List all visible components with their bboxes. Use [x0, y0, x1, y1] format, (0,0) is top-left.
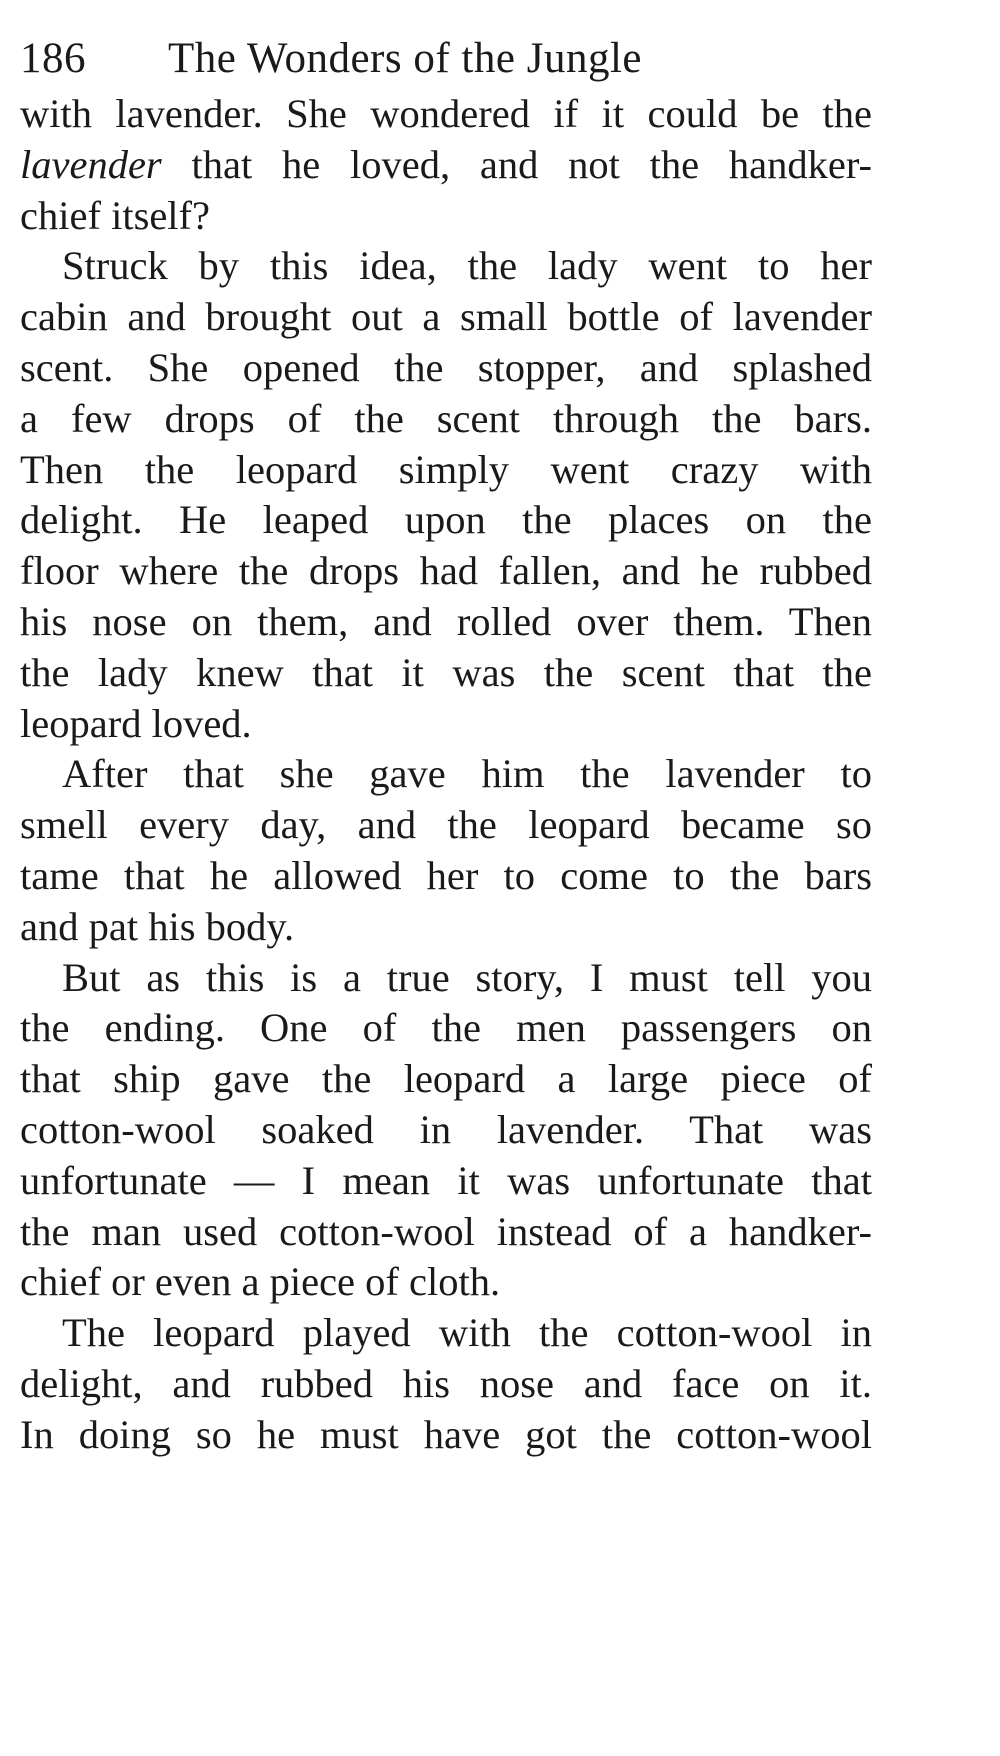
text-line: chief or even a piece of cloth.	[20, 1259, 501, 1305]
text-line: that ship gave the leopard a large piece of	[20, 1056, 872, 1102]
paragraph-4	[20, 953, 872, 1309]
book-page	[20, 34, 872, 1461]
text-line: floor where the drops had fallen, and he rubbed	[20, 548, 872, 594]
text-line: cabin and brought out a small bottle of lavender	[20, 294, 872, 340]
text-line: scent. She opened the stopper, and splashed	[20, 344, 872, 390]
text-line: the lady knew that it was the scent that the	[20, 649, 872, 695]
body-text	[20, 89, 872, 1461]
text-line: leopard loved.	[20, 700, 252, 746]
text-line: the man used cotton-wool instead of a handker-	[20, 1208, 872, 1254]
text-line: tame that he allowed her to come to the bars	[20, 852, 872, 898]
paragraph-2	[20, 241, 872, 749]
text-line: cotton-wool soaked in lavender. That was	[20, 1106, 872, 1152]
running-head	[20, 34, 872, 83]
text-line: Struck by this idea, the lady went to her	[62, 243, 872, 289]
text-line: a few drops of the scent through the bars.	[20, 395, 872, 441]
text-line: The leopard played with the cotton-wool in	[62, 1310, 872, 1356]
paragraph-1	[20, 89, 872, 241]
text-line: smell every day, and the leopard became so	[20, 802, 872, 848]
text-line: delight, and rubbed his nose and face on it.	[20, 1360, 872, 1406]
text-line: chief itself?	[20, 192, 211, 238]
text-line: the ending. One of the men passengers on	[20, 1005, 872, 1051]
text-line: with lavender. She wondered if it could be the	[20, 91, 872, 136]
text-line	[20, 140, 872, 191]
text-line: unfortunate — I mean it was unfortunate that	[20, 1157, 872, 1203]
text-line: In doing so he must have got the cotton-wool	[20, 1411, 872, 1457]
emphasis-word: lavender	[20, 141, 162, 187]
text-line: But as this is a true story, I must tell you	[62, 954, 872, 1000]
text-line: his nose on them, and rolled over them. Then	[20, 598, 872, 644]
paragraph-3	[20, 749, 872, 952]
text-line: After that she gave him the lavender to	[62, 751, 872, 797]
text-line-rest: that he loved, and not the handker-	[191, 141, 872, 187]
page-number: 186	[20, 35, 86, 82]
text-line: and pat his body.	[20, 903, 295, 949]
text-line: delight. He leaped upon the places on the	[20, 497, 872, 543]
text-line: Then the leopard simply went crazy with	[20, 446, 872, 492]
running-head-title: The Wonders of the Jungle	[168, 35, 642, 82]
paragraph-5	[20, 1308, 872, 1460]
